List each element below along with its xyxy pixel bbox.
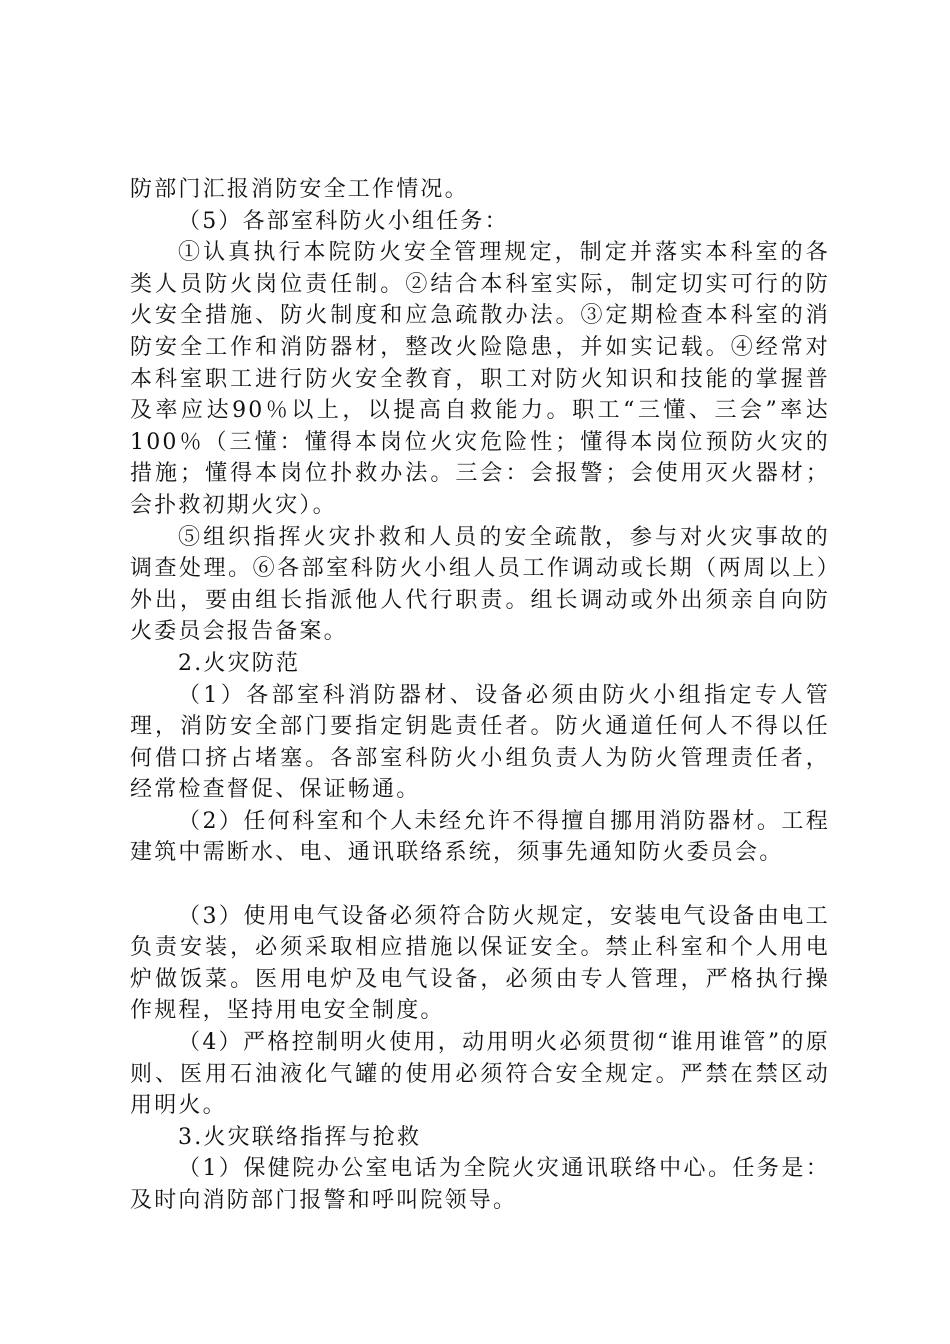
paragraph-prevention-4: （4）严格控制明火使用，动用明火必须贯彻“谁用谁管”的原则、医用石油液化气罐的使用必须符合安全规定。严禁在禁区动用明火。 <box>130 1030 830 1119</box>
paragraph-subheading-5: （5）各部室科防火小组任务： <box>178 208 509 234</box>
paragraph-duties-5-6: ⑤组织指挥火灾扑救和人员的安全疏散，参与对火灾事故的调查处理。⑥各部室科防火小组人员工作调动或长期（两周以上）外出，要由组长指派他人代行职责。组长调动或外出须亲自向防火委员会报告备案。 <box>130 524 830 645</box>
paragraph-continuation: 防部门汇报消防安全工作情况。 <box>130 177 469 202</box>
paragraph-prevention-2: （2）任何科室和个人未经允许不得擅自挪用消防器材。工程建筑中需断水、电、通讯联络系统，须事先通知防火委员会。 <box>130 808 830 866</box>
document-body <box>130 174 830 1217</box>
paragraph-prevention-1: （1）各部室科消防器材、设备必须由防火小组指定专人管理，消防安全部门要指定钥匙责任者。防火通道任何人不得以任何借口挤占堵塞。各部室科防火小组负责人为防火管理责任者，经常检查督促、保证畅通。 <box>130 682 830 803</box>
section-heading-fire-prevention: 2.火灾防范 <box>178 650 301 676</box>
paragraph-prevention-3: （3）使用电气设备必须符合防火规定，安装电气设备由电工负责安装，必须采取相应措施以保证安全。禁止科室和个人用电炉做饭菜。医用电炉及电气设备，必须由专人管理，严格执行操作规程，坚持用电安全制度。 <box>130 903 830 1024</box>
paragraph-command-1: （1）保健院办公室电话为全院火灾通讯联络中心。任务是：及时向消防部门报警和呼叫院领导。 <box>130 1156 830 1213</box>
paragraph-duties-1-4: ①认真执行本院防火安全管理规定，制定并落实本科室的各类人员防火岗位责任制。②结合本科室实际，制定切实可行的防火安全措施、防火制度和应急疏散办法。③定期检查本科室的消防安全工作和消防器材，整改火险隐患，并如实记载。④经常对本科室职工进行防火安全教育，职工对防火知识和技能的掌握普及率应达90％以上，以提高自救能力。职工“三懂、三会”率达100％（三懂：懂得本岗位火灾危险性；懂得本岗位预防火灾的措施；懂得本岗位扑救办法。三会：会报警；会使用灭火器材；会扑救初期火灾）。 <box>130 240 830 518</box>
section-heading-fire-command: 3.火灾联络指挥与抢救 <box>178 1124 422 1150</box>
blank-line <box>130 869 830 901</box>
